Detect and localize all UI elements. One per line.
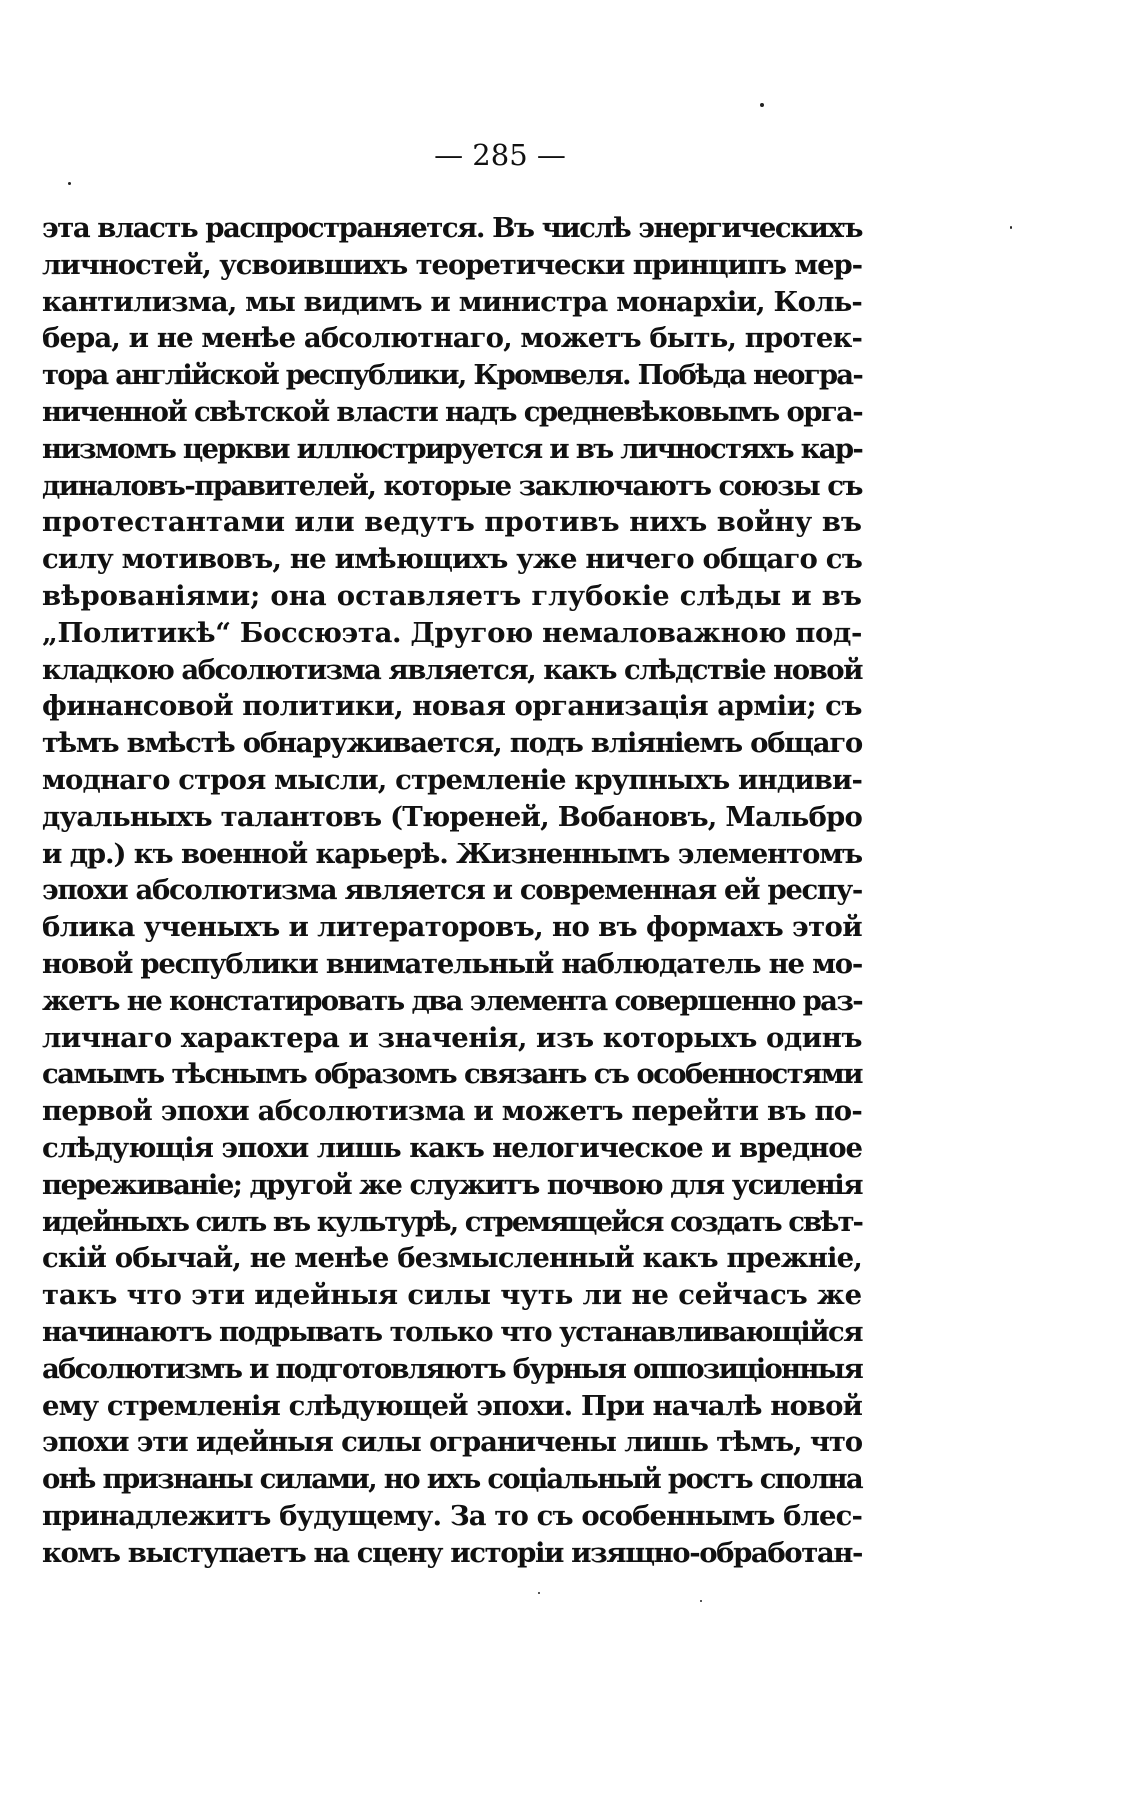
text-line: „Политикѣ“ Боссюэта. Другою немаловажною под- [42,616,862,649]
text-line: кантилизма, мы видимъ и министра монархіи, Коль- [42,285,862,318]
text-line: личнаго характера и значенія, изъ которыхъ одинъ [42,1021,862,1054]
scan-speck [700,1600,702,1602]
text-line: и др.) къ военной карьерѣ. Жизненнымъ элементомъ [42,837,862,870]
page-number: — 285 — [434,138,566,172]
text-line: бера, и не менѣе абсолютнаго, можетъ быть, протек- [42,322,862,355]
text-line: эта власть распространяется. Въ числѣ энергическихъ [42,212,863,244]
text-line: дуальныхъ талантовъ (Тюреней, Вобановъ, Мальбро [42,800,862,833]
text-line: кладкою абсолютизма является, какъ слѣдствіе новой [42,653,862,686]
text-line: первой эпохи абсолютизма и можетъ перейти въ по- [42,1095,862,1128]
text-line: эпохи эти идейныя силы ограничены лишь тѣмъ, что [42,1426,862,1459]
scan-speck [1010,226,1012,229]
scan-speck [760,103,764,107]
text-line: абсолютизмъ и подготовляютъ бурныя оппозиціонныя [42,1352,862,1385]
text-line: финансовой политики, новая организація арміи; съ [42,690,862,723]
text-line: блика ученыхъ и литераторовъ, но въ формахъ этой [42,911,862,944]
text-line: эпохи абсолютизма является и современная ей респу- [42,874,862,907]
text-line: новой республики внимательный наблюдатель не мо- [42,947,862,980]
text-line: ниченной свѣтской власти надъ средневѣковымъ орга- [42,395,862,428]
text-line: низмомъ церкви иллюстрируется и въ личностяхъ кар- [42,432,862,465]
text-line: жетъ не констатировать два элемента совершенно раз- [42,984,862,1017]
text-line: самымъ тѣснымъ образомъ связанъ съ особенностями [42,1058,862,1091]
scan-speck [538,1592,540,1594]
text-line: диналовъ-правителей, которые заключаютъ союзы съ [42,469,862,502]
text-line: силу мотивовъ, не имѣющихъ уже ничего общаго съ [42,543,862,576]
text-line: личностей, усвоившихъ теоретически принципъ мер- [42,248,862,281]
text-line: принадлежитъ будущему. За то съ особеннымъ блес- [42,1499,862,1532]
text-line: ему стремленія слѣдующей эпохи. При началѣ новой [42,1389,862,1422]
text-line: такъ что эти идейныя силы чуть ли не сейчасъ же [42,1279,862,1312]
text-line: скій обычай, не менѣе безмысленный какъ прежніе, [42,1242,862,1275]
text-line: вѣрованіями; она оставляетъ глубокіе слѣды и въ [42,579,862,612]
text-line: переживаніе; другой же служитъ почвою для усиленія [42,1168,862,1201]
text-line: комъ выступаетъ на сцену исторіи изящно-обработан- [42,1536,862,1569]
text-line: начинаютъ подрывать только что устанавливающійся [42,1315,862,1348]
text-line: онѣ признаны силами, но ихъ соціальный ростъ сполна [42,1463,862,1496]
text-line: идейныхъ силъ въ культурѣ, стремящейся создать свѣт- [42,1205,862,1238]
text-line: тѣмъ вмѣстѣ обнаруживается, подъ вліяніемъ общаго [42,727,862,760]
body-text [42,210,862,1571]
text-line: слѣдующія эпохи лишь какъ нелогическое и вредное [42,1131,862,1164]
text-line: моднаго строя мысли, стремленіе крупныхъ индиви- [42,763,862,796]
text-line: протестантами или ведутъ противъ нихъ войну въ [42,506,862,539]
text-line: тора англійской республики, Кромвеля. Побѣда неогра- [42,359,862,392]
scan-speck [68,182,71,185]
